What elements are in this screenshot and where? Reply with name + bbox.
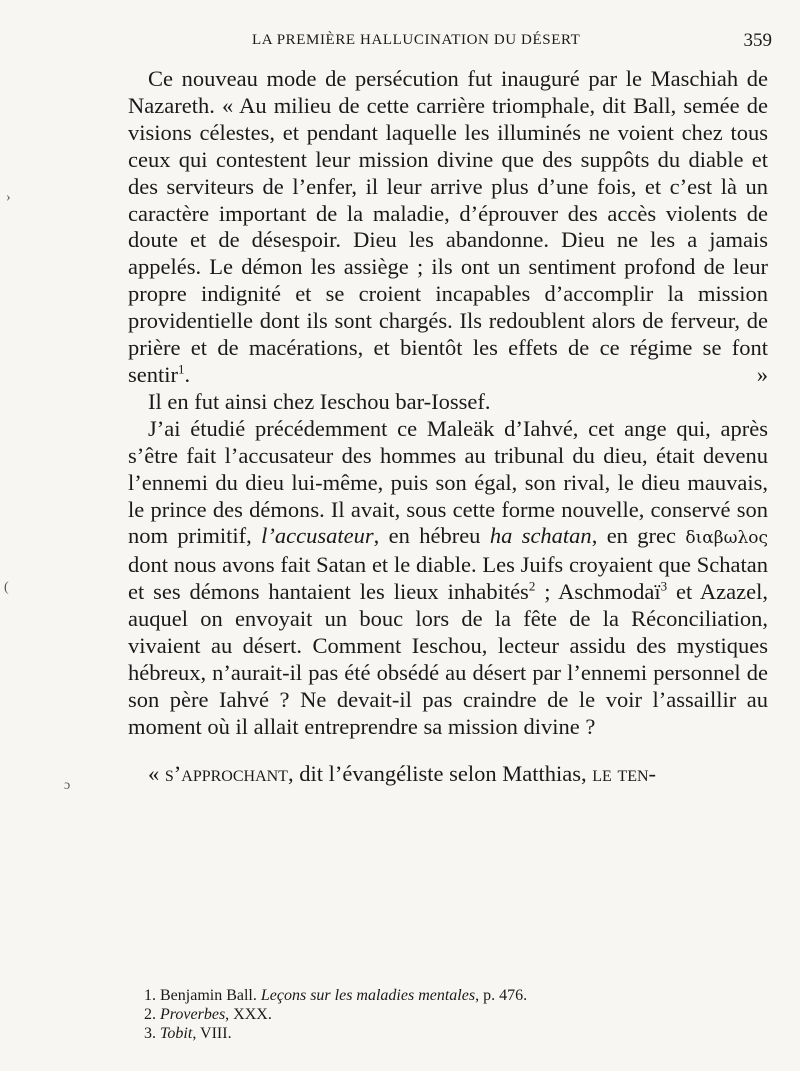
footnote-text-end: , XXX. [225, 1006, 272, 1023]
paragraph-1 [128, 66, 768, 389]
paragraph-2 [128, 389, 768, 416]
paragraph-2-text: Il en fut ainsi chez Ieschou bar-Iossef. [148, 388, 491, 414]
margin-mark: ɔ [64, 778, 71, 793]
paragraph-3-text-d: dont nous avons fait Satan et le diable. Les Juifs croyaient que Schatan et ses démons hantaient les lieux inhabités [128, 552, 768, 605]
paragraph-4-smallcaps-1: s’approchant [164, 760, 288, 786]
paragraph-1-text: Ce nouveau mode de persécution fut inauguré par le Maschiah de Nazareth. « Au milieu de cette carrière triomphale, dit Ball, semée de visions célestes, et pendant laquelle les illuminés ne voient chez tous ceux qui contestent leur mission divine que des suppôts du diable et des serviteurs de l’enfer, il leur arrive plus d’une fois, et c’est là un caractère important de la maladie, d’éprouver des accès violents de doute et de désespoir. Dieu les abandonne. Dieu ne les a jamais appelés. Le démon les assiège ; ils ont un sentiment profond de leur propre indignité et se croient incapables d’accomplir la mission providentielle dont ils sont chargés. Ils redoublent alors de ferveur, de prière et de macérations, et bientôt les effets de ce régime se font sentir [128, 66, 768, 387]
footnote-title: Proverbes [160, 1006, 226, 1023]
footnote-title: Tobit [160, 1025, 193, 1042]
paragraph-3-text-b: , en hébreu [373, 523, 490, 549]
paragraph-1-end: . » [184, 361, 768, 387]
footnote-text-end: , p. 476. [475, 987, 528, 1004]
footnote-number: 2. [144, 1006, 156, 1023]
body-text [128, 66, 768, 788]
footnote-3 [144, 1024, 744, 1043]
footnote-text-end: , VIII. [192, 1025, 232, 1042]
paragraph-3-text-a: J’ai étudié précédemment ce Maleäk d’Iahvé, cet ange qui, après s’être fait l’accusateur des hommes au tribunal du dieu, était devenu l’ennemi du dieu lui-même, puis son égal, son rival, le dieu mauvais, le prince des démons. Il avait, sous cette forme nouvelle, conservé son nom primitif, [128, 415, 768, 549]
running-title: LA PREMIÈRE HALLUCINATION DU DÉSERT [252, 32, 581, 48]
footnote-number: 3. [144, 1025, 156, 1042]
page-number: 359 [743, 30, 772, 51]
greek-term: διαβωλος [685, 528, 769, 549]
margin-mark: ( [4, 580, 9, 595]
term-ha-schatan: ha schatan [489, 523, 592, 549]
paragraph-4-smallcaps-2: le ten- [592, 760, 657, 786]
page-header [252, 30, 772, 54]
footnote-text: Benjamin Ball. [160, 987, 261, 1004]
footnote-ref-2: 2 [528, 578, 536, 594]
footnote-2 [144, 1005, 744, 1024]
paragraph-4-quote: « [148, 760, 165, 786]
paragraph-3-text-f: et Azazel, auquel on envoyait un bouc lors de la fête de la Réconciliation, vivaient au désert. Comment Ieschou, lecteur assidu des mystiques hébreux, n’aurait-il pas été obsédé au désert par l’ennemi personnel de son père Iahvé ? Ne devait-il pas craindre de le voir l’assaillir au moment où il allait entreprendre sa mission divine ? [128, 579, 768, 739]
paragraph-3 [128, 416, 768, 741]
paragraph-3-text-e: ; Aschmodaï [535, 579, 661, 605]
footnote-number: 1. [144, 987, 156, 1004]
paragraph-3-text-c: , en grec [591, 523, 686, 549]
footnote-ref-3: 3 [660, 578, 668, 594]
margin-mark: › [6, 190, 11, 205]
paragraph-4-text: , dit l’évangéliste selon Matthias, [287, 760, 593, 786]
footnote-title: Leçons sur les maladies mentales [260, 987, 476, 1004]
footnote-1 [144, 986, 744, 1005]
paragraph-4 [128, 761, 768, 788]
footnote-ref-1: 1 [178, 361, 185, 377]
footnotes [144, 986, 744, 1043]
term-accusateur: l’accusateur [261, 523, 374, 549]
